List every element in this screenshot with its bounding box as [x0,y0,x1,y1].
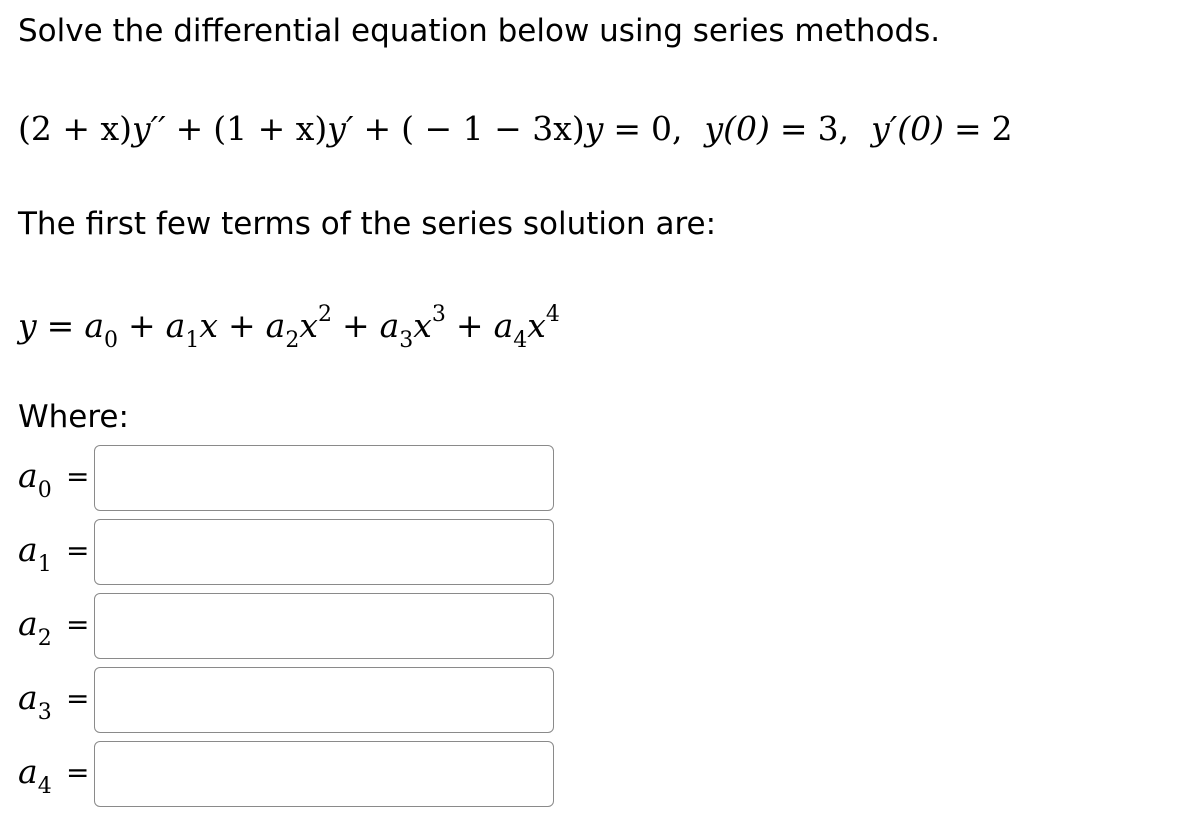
answer-input-a2[interactable] [94,593,554,659]
series-intro-text: The first few terms of the series solution are: [18,206,717,242]
series-y: y [18,306,37,345]
coef-second-derivative: (2 + x) [18,109,132,148]
initial-condition-2-rhs: 2 [991,109,1013,148]
coefficient-row-a3 [18,667,558,735]
coefficient-row-a0 [18,445,558,513]
equals-sign: = [66,756,90,789]
where-label: Where: [18,399,129,435]
coefficient-label-a0: $a_0$ [18,456,52,503]
coefficient-row-a2 [18,593,558,661]
instruction-text: Solve the differential equation below using series methods. [18,13,941,49]
answer-input-a3[interactable] [94,667,554,733]
differential-equation: (2 + x)y′′ + (1 + x)y′ + ( − 1 − 3x)y = 0, y(0) = 3, y′(0) = 2 [18,109,1013,148]
coef-function: ( − 1 − 3x) [401,109,585,148]
coefficient-label-a1: $a_1$ [18,530,52,577]
coefficient-label-a2: $a_2$ [18,604,52,651]
answer-input-a1[interactable] [94,519,554,585]
equals-sign: = [66,682,90,715]
equals-sign: = [66,460,90,493]
equals-sign: = [66,608,90,641]
coefficient-label-a3: $a_3$ [18,678,52,725]
initial-condition-1-lhs: y(0) [704,109,770,148]
equation-rhs: 0 [651,109,673,148]
coefficient-row-a4 [18,741,558,809]
function-y: y [584,109,604,148]
initial-condition-1-rhs: 3 [817,109,839,148]
answer-input-a0[interactable] [94,445,554,511]
second-derivative: y′′ [132,109,166,148]
first-derivative: y′ [327,109,354,148]
answer-input-a4[interactable] [94,741,554,807]
coefficient-row-a1 [18,519,558,587]
initial-condition-2-lhs: y′(0) [871,109,944,148]
coefficient-label-a4: $a_4$ [18,752,52,799]
series-expression: $y = a_0 + a_1x + a_2x^2 + a_3x^3 + a_4x^4$ [18,302,560,353]
equals-sign: = [66,534,90,567]
coef-first-derivative: (1 + x) [213,109,328,148]
